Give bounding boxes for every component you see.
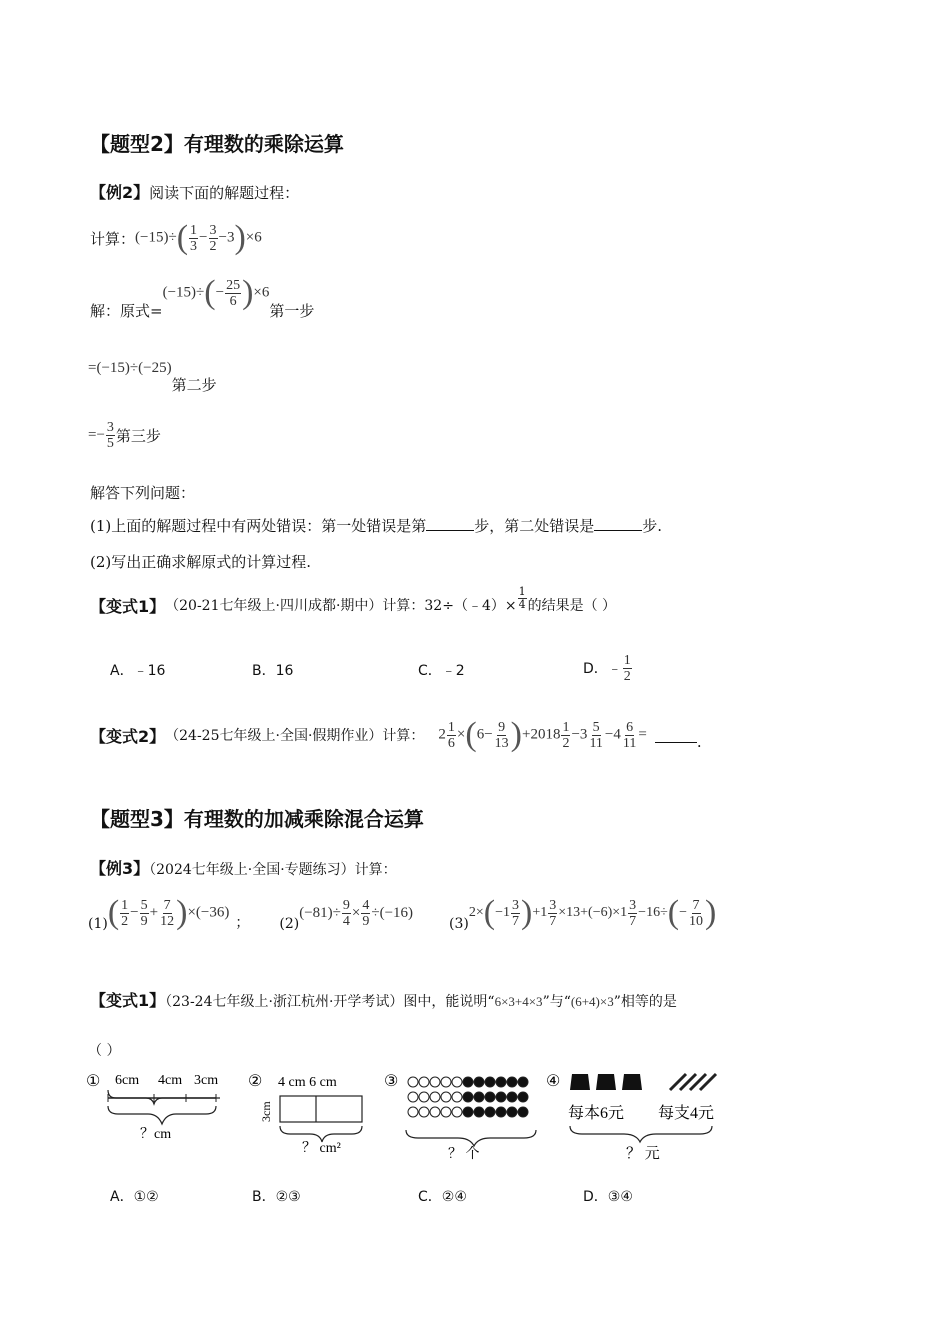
filled-dot [496,1107,506,1117]
item2-expression: (−81)÷ $\frac{9}{4}$ × $\frac{4}{9}$ ÷(−16) [299,897,414,929]
item1-label: (1) [88,916,108,932]
variant1-fraction: $\frac{1}{4}$ [518,584,526,611]
example3-items: (1) ( $\frac{1}{2}$ − $\frac{5}{9}$ + $\frac{7}{12}$ )×(−36) ； (2) (−81)÷ $\frac{9}{4}$ × $\frac{4}{9}$ ÷(−16) (3) 2×(−1 $\frac{3}{7}$ )+1 $\frac{3}{7}$ ×13+(−6)×1 $\frac{3}{7}$ −16÷(− $\frac{7}{10}$ ) [88,894,717,932]
step2-label: 第二步 [171,376,217,394]
filled-dot [463,1107,473,1117]
calc-label: 计算： [90,229,136,248]
variant1-line [90,585,616,625]
calc-line [90,216,262,260]
example2-intro: 阅读下面的解题过程： [149,184,300,202]
variant1-option-d[interactable]: D．﹣ $\frac{1}{2}$ [583,652,631,684]
hollow-dot [452,1077,462,1087]
svg-text:④: ④ [546,1073,561,1090]
hollow-dot [430,1077,440,1087]
variant1-option-a[interactable]: A．﹣16 [110,663,166,679]
filled-dot [463,1077,473,1087]
variant2-line: 【变式2】 （24-25七年级上·全国·假期作业）计算： 2 $\frac{1}{6}$ ×(6− $\frac{9}{13}$ )+2018 $\frac{1}{2}$ −3 $\frac{5}{11}$ −4 $\frac{6}{11}$ = . [90,716,702,753]
hollow-dot [430,1092,440,1102]
step1-label: 第一步 [269,301,315,320]
variant3-option-c[interactable]: C．②④ [418,1189,467,1205]
section3-title: 【题型3】有理数的加减乘除混合运算 [90,807,424,831]
variant1-source: （20-21七年级上·四川成都·期中）计算：32÷（﹣4）× [165,598,517,614]
variant3-line: 【变式1】（23-24七年级上·浙江杭州·开学考试）图中，能说明“6×3+4×3”与“(6+4)×3”相等的是 [90,991,677,1010]
filled-dot [518,1107,528,1117]
hollow-dot [441,1077,451,1087]
filled-dot [496,1092,506,1102]
step3-line [88,420,161,451]
variant1-tail: 的结果是（ ） [527,598,617,614]
filled-dot [507,1077,517,1087]
variant3-option-b[interactable]: B．②③ [252,1189,301,1205]
variant1-label: 【变式1】 [90,596,166,616]
hollow-dot [408,1107,418,1117]
answer-intro: 解答下列问题： [90,484,196,502]
filled-dot [507,1107,517,1117]
svg-text:3cm: 3cm [194,1073,219,1088]
section2-title: 【题型2】有理数的乘除运算 [90,132,344,156]
hollow-dot [419,1107,429,1117]
variant2-expression: 2 $\frac{1}{6}$ ×(6− $\frac{9}{13}$ )+2018 $\frac{1}{2}$ −3 $\frac{5}{11}$ −4 $\frac{6}{11}$ = [438,716,647,753]
answer-blank-1[interactable] [426,530,474,531]
step3-label: 第三步 [115,427,161,445]
step3-expression: =− $\frac{3}{5}$ [88,420,114,451]
item3-expression: 2×(−1 $\frac{3}{7}$ )+1 $\frac{3}{7}$ ×13+(−6)×1 $\frac{3}{7}$ −16÷(− $\frac{7}{10}$ ) [468,894,717,931]
svg-text:每支4元: 每支4元 [658,1105,715,1122]
expr-b: (6+4)×3 [570,994,614,1009]
variant3-option-d[interactable]: D．③④ [583,1189,633,1205]
svg-text:？ 个: ？ 个 [448,1147,480,1162]
figure-4 [546,1073,716,1162]
svg-text:③: ③ [384,1073,399,1090]
svg-text:？ cm²: ？ cm² [302,1141,341,1156]
solve-line [90,276,314,326]
example3-label: 【例3】 [90,859,150,878]
figure-1 [86,1073,220,1142]
svg-text:②: ② [248,1073,263,1090]
question1: (1)上面的解题过程中有两处错误：第一处错误是第 步，第二处错误是 步. [90,517,663,535]
example2-line [90,180,299,203]
hollow-dot [441,1092,451,1102]
svg-text:每本6元: 每本6元 [568,1105,625,1122]
filled-dot [496,1077,506,1087]
filled-dot [463,1092,473,1102]
answer-blank-2[interactable] [594,530,642,531]
svg-text:？ 元: ？ 元 [626,1146,660,1162]
filled-dot [474,1107,484,1117]
filled-dot [507,1092,517,1102]
hollow-dot [452,1092,462,1102]
variant2-source: （24-25七年级上·全国·假期作业）计算： [165,728,425,744]
hollow-dot [419,1077,429,1087]
variant3-paren: （ ） [88,1043,121,1059]
hollow-dot [408,1092,418,1102]
variant2-answer-blank[interactable] [655,742,697,743]
svg-text:4cm: 4cm [158,1073,183,1088]
figure-3 [384,1073,536,1162]
item3-label: (3) [449,916,469,932]
filled-dot [474,1077,484,1087]
example2-label: 【例2】 [90,183,150,202]
variant3-option-a[interactable]: A．①② [110,1189,159,1205]
figures [80,1066,750,1166]
filled-dot [485,1092,495,1102]
expr-a: 6×3+4×3 [494,994,543,1009]
filled-dot [518,1077,528,1087]
filled-dot [485,1107,495,1117]
item2-label: (2) [279,916,300,932]
solve-expression: (−15)÷(− $\frac{25}{6}$ )×6 [162,274,270,311]
variant2-label: 【变式2】 [90,726,166,746]
example3-line [90,856,397,879]
filled-dot [485,1077,495,1087]
hollow-dot [419,1092,429,1102]
svg-text:3cm: 3cm [259,1101,273,1122]
svg-text:？cm: ？cm [140,1127,172,1142]
fig1-number: ① [86,1073,101,1090]
variant1-option-c[interactable]: C．﹣2 [418,663,465,679]
step2-line [88,360,217,395]
svg-text:6cm: 6cm [115,1073,140,1088]
hollow-dot [441,1107,451,1117]
filled-dot [474,1092,484,1102]
step2-expression: =(−15)÷(−25) [88,360,172,376]
hollow-dot [452,1107,462,1117]
variant1-option-b[interactable]: B．16 [252,663,294,679]
question2: (2)写出正确求解原式的计算过程. [90,553,312,571]
calc-expression: (−15)÷( $\frac{1}{3}$ − $\frac{3}{2}$ −3)×6 [135,219,262,256]
hollow-dot [408,1077,418,1087]
example3-source: （2024七年级上·全国·专题练习）计算： [149,862,397,878]
solve-label: 解：原式= [90,301,163,320]
item1-expression: ( $\frac{1}{2}$ − $\frac{5}{9}$ + $\frac{7}{12}$ )×(−36) [107,894,230,931]
hollow-dot [430,1107,440,1117]
filled-dot [518,1092,528,1102]
svg-text:4 cm 6 cm: 4 cm 6 cm [278,1075,337,1090]
figure-2 [248,1073,362,1156]
variant3-label: 【变式1】 [90,991,166,1010]
